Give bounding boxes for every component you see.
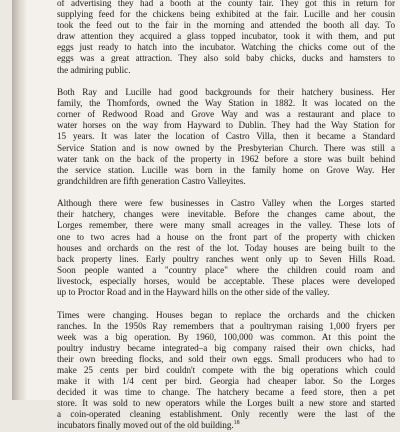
text-line: decided it was time to change. The hatchery became a feed store, then a pet [57, 387, 395, 398]
text-line: a coin-operated cleaning establishment. Only recently were the last of the [57, 409, 395, 420]
text-line: of advertising they had a booth at the county fair. They got this in return for [57, 0, 395, 8]
text-line: the service station. Lucille was born in the family home on Grove Way. Her [57, 164, 395, 175]
text-line: back property lines. Early poultry ranches went only up to Seven Hills Road. [57, 253, 395, 264]
text-line: Although there were few businesses in Castro Valley when the Lorges started [57, 198, 395, 209]
text-line: incubators finally moved out of the old building.$^{18}$ [57, 420, 240, 431]
page-binding-shadow [12, 0, 26, 400]
footnote-marker: 18 [233, 420, 240, 427]
document-page [12, 0, 400, 431]
text-line: family, the Thomfords, owned the Way Station in 1882. It was located on the [57, 98, 395, 109]
text-line: up to Proctor Road and in the Hayward hills on the other side of the valley. [57, 287, 330, 298]
text-line: their own breeding flocks, and sold their own eggs. Small producers who had to [57, 353, 395, 364]
text-line: Both Ray and Lucille had good backgrounds for their hatchery business. Her [57, 87, 395, 98]
text-line: 15 years. It was later the location of Castro Villa, then it became a Standard [57, 131, 395, 142]
text-line: water horses on the way from Hayward to Dublin. They had the Way Station for [57, 120, 395, 131]
paragraph [57, 87, 395, 187]
text-line: grandchildren are fifth generation Castro Valleyites. [57, 175, 246, 186]
text-line: the admiring public. [57, 64, 131, 75]
text-line: water tank on the back of the property in 1962 before a store was built behind [57, 153, 395, 164]
paragraph-gap [57, 298, 395, 309]
text-line: store. It was sold to new operators while the Lorges built a new store and started [57, 398, 395, 409]
page-text [57, 0, 395, 432]
text-line: houses and orchards on the rest of the lot. Today houses are being built to the [57, 242, 395, 253]
text-line: poultry industry became integrated–a big company raised their own chicks, had [57, 342, 395, 353]
text-line: one to two acres had a house on the front part of the property with chicken [57, 231, 395, 242]
text-line: make it with 1/4 cent per bird. Georgia had cheaper labor. So the Lorges [57, 376, 395, 387]
text-line: took the feed out to the fair in the morning and attended the booth all day. To [57, 20, 395, 31]
text-line: make 25 cents per bird couldn't compete with the big operations which could [57, 364, 395, 375]
text-line: corner of Redwood Road and Grove Way and was a restaurant and place to [57, 109, 395, 120]
text-line: ranches. In the 1950s Ray remembers that a poultryman raising 1,000 fryers per [57, 320, 395, 331]
paragraph [57, 310, 395, 432]
text-line: their hatchery, changes were inevitable. Before the changes came about, the [57, 209, 395, 220]
text-line: Times were changing. Houses began to replace the orchards and the chicken [57, 309, 395, 320]
text-line: Soon people wanted a "country place" where the children could roam and [57, 264, 395, 275]
text-line: supplying feed for the chickens being exhibited at the fair. Lucille and her cousin [57, 9, 395, 20]
paragraph-gap [57, 187, 395, 198]
text-line: livestock, especially horses, would be acceptable. These places were developed [57, 275, 395, 286]
paragraph [57, 198, 395, 298]
text-line: Lorges remember, there were many small acreages in the valley. These lots of [57, 220, 395, 231]
text-line: week was a big operation. By 1960, 100,000 was common. At this point the [57, 331, 395, 342]
text-line: draw attention they acquired a glass topped incubator, took it with them, and put [57, 31, 395, 42]
paragraph [57, 0, 395, 76]
text-line: eggs just ready to hatch into the incubator. Watching the chicks come out of the [57, 42, 395, 53]
paragraph-gap [57, 76, 395, 87]
text-line: eggs was a great attraction. They also sold baby chicks, ducks and hamsters to [57, 53, 395, 64]
text-line: Service Station and is now owned by the Presbyterian Church. There was still a [57, 142, 395, 153]
